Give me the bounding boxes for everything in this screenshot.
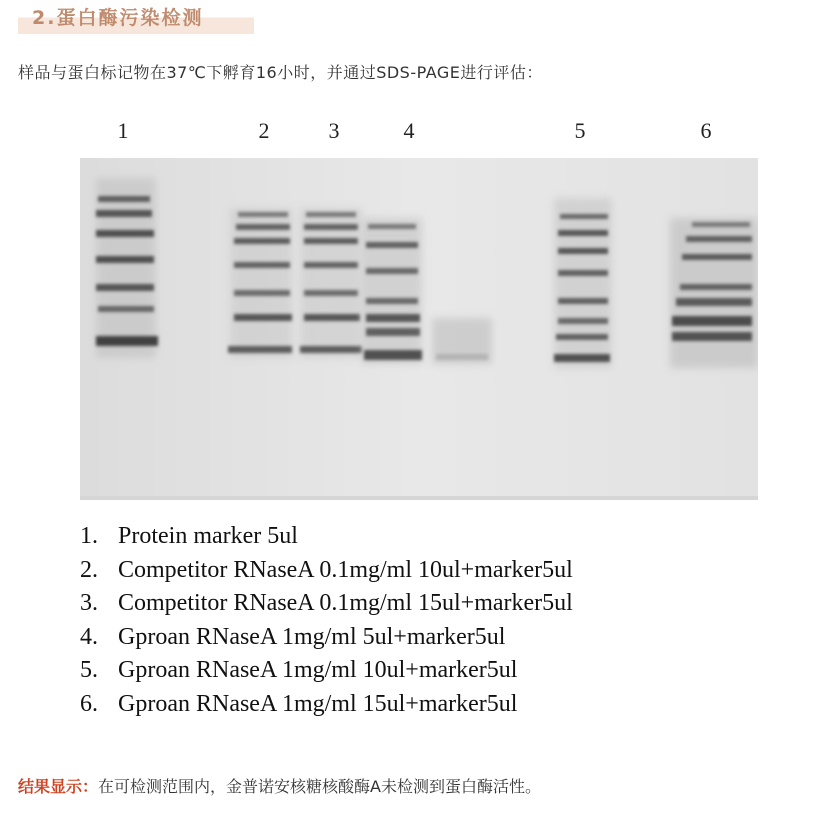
result-body: 在可检测范围内，金普诺安核糖核酸酶A未检测到蛋白酶活性。: [98, 777, 541, 796]
legend-item: 5. Gproan RNaseA 1mg/ml 10ul+marker5ul: [80, 657, 518, 683]
gel-lane-1: [96, 178, 158, 358]
legend-item: 6. Gproan RNaseA 1mg/ml 15ul+marker5ul: [80, 690, 518, 717]
section-heading: 2.蛋白酶污染检测: [18, 4, 254, 34]
lane-label: 2: [258, 118, 270, 143]
lane-label: 4: [403, 118, 415, 143]
legend-item: 4. Gproan RNaseA 1mg/ml 5ul+marker5ul: [80, 623, 506, 650]
lane-label: 3: [328, 118, 340, 143]
gel-lane-4: [362, 218, 422, 364]
legend-item: 2. Competitor RNaseA 0.1mg/ml 10ul+marker5ul: [80, 556, 573, 583]
gel-lane-2: [228, 208, 292, 358]
legend-item: 1. Protein marker 5ul: [80, 523, 298, 549]
lane-legend: [80, 520, 573, 721]
gel-figure: [80, 108, 760, 718]
lane-label: 1: [117, 118, 129, 143]
gel-lane-3: [300, 208, 362, 358]
result-text: [18, 774, 541, 797]
lane-label: 5: [574, 118, 586, 143]
intro-text: 样品与蛋白标记物在37℃下孵育16小时，并通过SDS-PAGE进行评估：: [18, 63, 543, 82]
lane-label: 6: [700, 118, 712, 143]
result-label: 结果显示：: [18, 777, 99, 796]
gel-lane-smear: [432, 318, 492, 364]
gel-image: [80, 158, 758, 500]
gel-lane-5: [554, 198, 612, 368]
legend-item: 3. Competitor RNaseA 0.1mg/ml 15ul+marker5ul: [80, 590, 573, 616]
gel-lane-6: [670, 218, 758, 368]
